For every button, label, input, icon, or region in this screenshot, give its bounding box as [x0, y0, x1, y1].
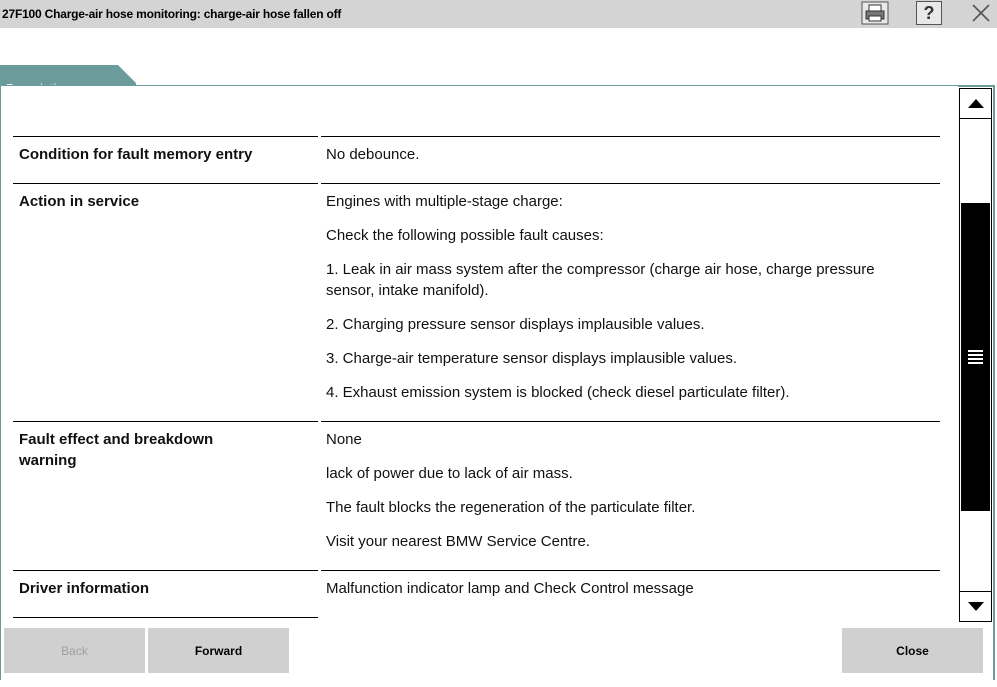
row-text: None: [326, 431, 362, 448]
back-button[interactable]: Back: [4, 628, 145, 673]
help-icon: ?: [916, 1, 942, 25]
row-text: Visit your nearest BMW Service Centre.: [326, 533, 590, 550]
scroll-thumb[interactable]: [961, 203, 990, 511]
row-divider: [321, 183, 940, 184]
row-divider: [321, 136, 940, 137]
row-text: 1. Leak in air mass system after the compressor (charge air hose, charge pressure sensor, intake manifold).: [326, 261, 875, 299]
row-divider: [13, 570, 318, 571]
close-window-button[interactable]: [966, 0, 996, 26]
tab-strip: [0, 28, 997, 86]
vertical-scrollbar[interactable]: [959, 88, 992, 622]
row-divider: [321, 570, 940, 571]
row-text: The fault blocks the regeneration of the particulate filter.: [326, 499, 696, 516]
print-button[interactable]: [858, 0, 892, 26]
row-divider: [13, 136, 318, 137]
row-divider: [13, 421, 318, 422]
row-text: lack of power due to lack of air mass.: [326, 465, 573, 482]
row-text: 3. Charge-air temperature sensor displays implausible values.: [326, 350, 738, 367]
scroll-up-button[interactable]: [960, 89, 991, 119]
content-frame: [0, 86, 995, 680]
title-bar: [0, 0, 997, 28]
forward-button[interactable]: Forward: [148, 628, 289, 673]
row-text: Malfunction indicator lamp and Check Control message: [326, 580, 694, 597]
row-label: Fault effect and breakdown warning: [19, 431, 214, 469]
row-text: No debounce.: [326, 146, 420, 163]
printer-icon: [861, 1, 889, 25]
window-title: 27F100 Charge-air hose monitoring: charge-air hose fallen off: [2, 7, 342, 21]
row-divider: [13, 183, 318, 184]
row-divider: [13, 617, 318, 618]
description-table: [1, 86, 958, 621]
row-text: 2. Charging pressure sensor displays implausible values.: [326, 316, 705, 333]
close-icon: [970, 2, 992, 24]
row-label: Driver information: [19, 580, 150, 597]
scroll-down-button[interactable]: [960, 591, 991, 621]
row-text: 4. Exhaust emission system is blocked (check diesel particulate filter).: [326, 384, 790, 401]
row-label: Action in service: [19, 193, 140, 210]
grip-icon: [968, 348, 983, 366]
arrow-down-icon: [968, 602, 984, 611]
help-button[interactable]: [914, 0, 944, 26]
row-text: Engines with multiple-stage charge:: [326, 193, 563, 210]
row-label: Condition for fault memory entry: [19, 146, 253, 163]
close-button[interactable]: Close: [842, 628, 983, 673]
arrow-up-icon: [968, 99, 984, 108]
row-text: Check the following possible fault causes:: [326, 227, 604, 244]
row-divider: [321, 421, 940, 422]
